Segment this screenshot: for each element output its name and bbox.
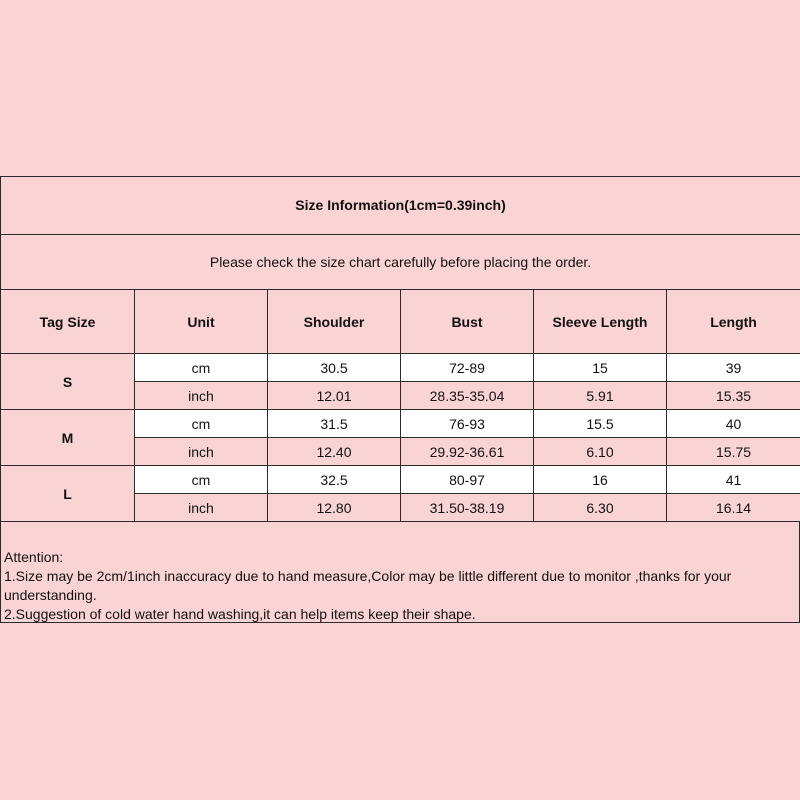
bust-cell: 72-89 xyxy=(401,354,534,382)
size-table xyxy=(0,176,800,522)
sleeve-cell: 6.10 xyxy=(534,438,667,466)
size-label-m: M xyxy=(1,410,135,466)
table-row xyxy=(1,466,800,494)
sleeve-cell: 15.5 xyxy=(534,410,667,438)
unit-cell: cm xyxy=(135,410,268,438)
size-chart xyxy=(0,176,800,522)
shoulder-cell: 30.5 xyxy=(268,354,401,382)
bust-cell: 29.92-36.61 xyxy=(401,438,534,466)
length-cell: 15.75 xyxy=(667,438,800,466)
header-unit: Unit xyxy=(135,290,268,354)
length-cell: 39 xyxy=(667,354,800,382)
table-row xyxy=(1,354,800,382)
bust-cell: 28.35-35.04 xyxy=(401,382,534,410)
unit-cell: cm xyxy=(135,354,268,382)
header-row xyxy=(1,290,800,354)
chart-notice: Please check the size chart carefully before placing the order. xyxy=(1,235,800,290)
size-label-s: S xyxy=(1,354,135,410)
length-cell: 41 xyxy=(667,466,800,494)
shoulder-cell: 31.5 xyxy=(268,410,401,438)
length-cell: 15.35 xyxy=(667,382,800,410)
chart-title: Size Information(1cm=0.39inch) xyxy=(1,177,800,235)
attention-line-1: 1.Size may be 2cm/1inch inaccuracy due to hand measure,Color may be little different due to monitor ,thanks for your understanding. xyxy=(4,568,732,603)
bust-cell: 76-93 xyxy=(401,410,534,438)
shoulder-cell: 12.80 xyxy=(268,494,401,522)
header-length: Length xyxy=(667,290,800,354)
attention-line-2: 2.Suggestion of cold water hand washing,it can help items keep their shape. xyxy=(4,606,476,622)
size-label-l: L xyxy=(1,466,135,522)
header-shoulder: Shoulder xyxy=(268,290,401,354)
attention-notes xyxy=(0,521,800,623)
header-sleeve-length: Sleeve Length xyxy=(534,290,667,354)
sleeve-cell: 5.91 xyxy=(534,382,667,410)
unit-cell: inch xyxy=(135,494,268,522)
shoulder-cell: 12.01 xyxy=(268,382,401,410)
length-cell: 16.14 xyxy=(667,494,800,522)
unit-cell: cm xyxy=(135,466,268,494)
table-row xyxy=(1,410,800,438)
sleeve-cell: 6.30 xyxy=(534,494,667,522)
header-bust: Bust xyxy=(401,290,534,354)
unit-cell: inch xyxy=(135,382,268,410)
attention-heading: Attention: xyxy=(4,549,64,565)
sleeve-cell: 15 xyxy=(534,354,667,382)
sleeve-cell: 16 xyxy=(534,466,667,494)
bust-cell: 80-97 xyxy=(401,466,534,494)
shoulder-cell: 32.5 xyxy=(268,466,401,494)
bust-cell: 31.50-38.19 xyxy=(401,494,534,522)
length-cell: 40 xyxy=(667,410,800,438)
header-tag-size: Tag Size xyxy=(1,290,135,354)
shoulder-cell: 12.40 xyxy=(268,438,401,466)
unit-cell: inch xyxy=(135,438,268,466)
